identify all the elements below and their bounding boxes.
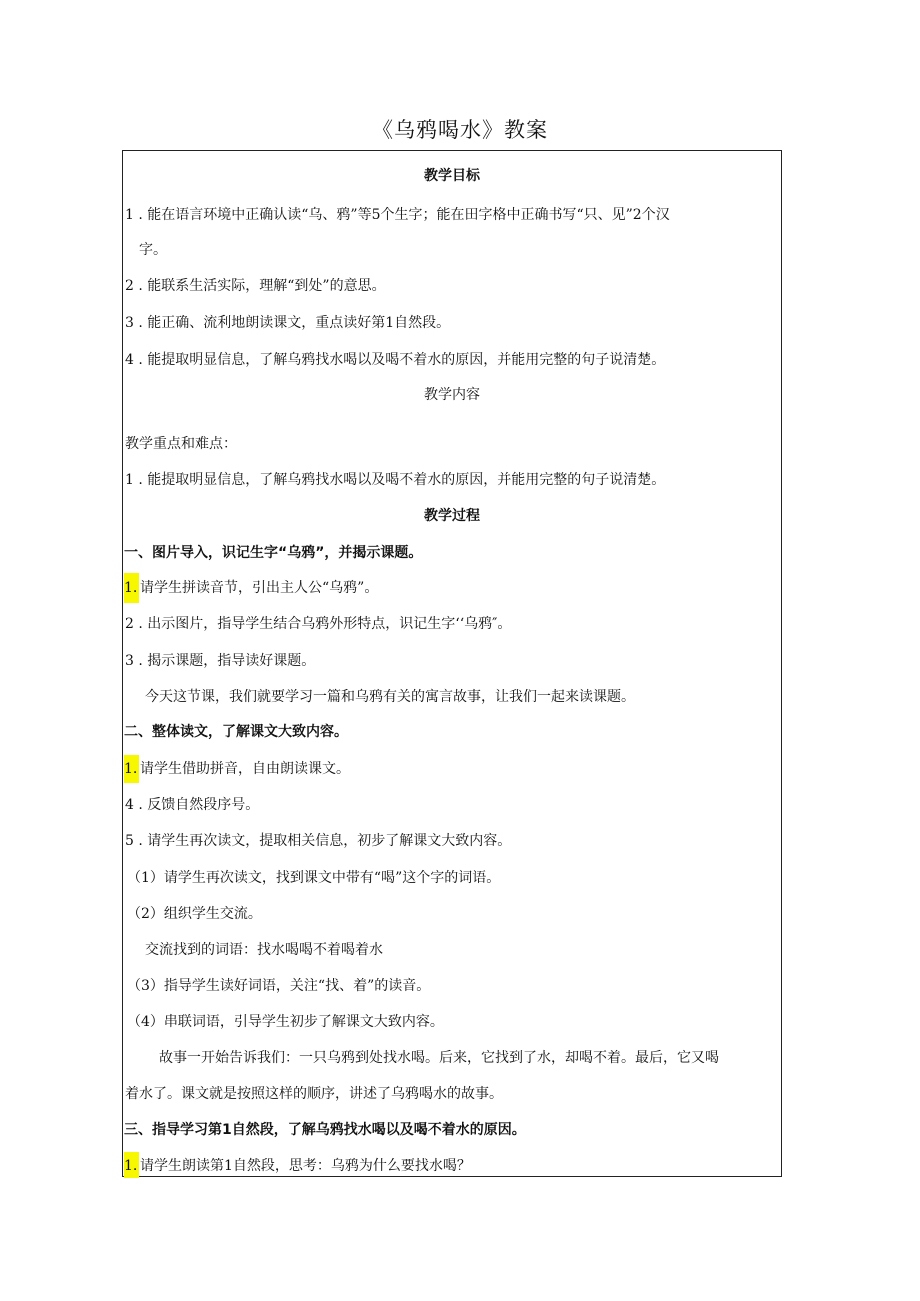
p2-story-line2: 着水了。课文就是按照这样的顺序，讲述了乌鸦喝水的故事。 [125, 1086, 503, 1102]
p2-item1-number: 1. [124, 761, 138, 777]
p1-item1: 请学生拼读音节，引出主人公“乌鸦”。 [140, 580, 379, 596]
content-heading: 教学内容 [424, 387, 480, 403]
p1-item1-number: 1. [124, 580, 138, 596]
p3-item1: 请学生朗读第1自然段，思考：乌鸦为什么要找水喝？ [140, 1158, 471, 1174]
p2-story-line1: 故事一开始告诉我们：一只乌鸦到处找水喝。后来，它找到了水，却喝不着。最后，它又喝 [159, 1050, 719, 1066]
p2-item5-2b: 交流找到的词语：找水喝喝不着喝着水 [145, 942, 383, 958]
goal-1a: 1 . 能在语言环境中正确认读“乌、鸦”等5个生字；能在田字格中正确书写“只、见”2个汉 [125, 207, 670, 223]
p2-item5-4: （4）串联词语，引导学生初步了解课文大致内容。 [127, 1014, 444, 1030]
p2-item5-2: （2）组织学生交流。 [127, 906, 262, 922]
p2-item4: 4 . 反馈自然段序号。 [125, 797, 260, 813]
p3-item1-number: 1. [124, 1158, 138, 1174]
p2-item5: 5 . 请学生再次读文，提取相关信息，初步了解课文大致内容。 [125, 833, 512, 849]
p2-item5-3: （3）指导学生读好词语，关注“找、着”的读音。 [127, 978, 431, 994]
p2-item5-1: （1）请学生再次读文，找到课文中带有“喝”这个字的词语。 [127, 870, 501, 886]
focus-label: 教学重点和难点： [125, 436, 237, 452]
document-title: 《乌鸦喝水》教案 [372, 118, 548, 142]
part2-heading: 二、整体读文，了解课文大致内容。 [124, 724, 348, 740]
goal-4: 4 . 能提取明显信息，了解乌鸦找水喝以及喝不着水的原因，并能用完整的句子说清楚。 [125, 352, 666, 368]
goal-1b: 字。 [139, 242, 167, 258]
focus-1: 1 . 能提取明显信息，了解乌鸦找水喝以及喝不着水的原因，并能用完整的句子说清楚。 [125, 472, 666, 488]
p2-item1: 请学生借助拼音，自由朗读课文。 [140, 761, 350, 777]
part1-heading: 一、图片导入，识记生字“乌鸦”，并揭示课题。 [124, 545, 423, 561]
p1-item4: 今天这节课，我们就要学习一篇和乌鸦有关的寓言故事，让我们一起来读课题。 [145, 689, 635, 705]
goals-heading: 教学目标 [424, 168, 480, 184]
goal-3: 3 . 能正确、流利地朗读课文，重点读好第1自然段。 [125, 315, 451, 331]
p1-item3: 3 . 揭示课题，指导读好课题。 [125, 653, 316, 669]
part3-heading: 三、指导学习第1自然段，了解乌鸦找水喝以及喝不着水的原因。 [124, 1122, 526, 1138]
goal-2: 2 . 能联系生活实际，理解“到处”的意思。 [125, 278, 386, 294]
process-heading: 教学过程 [424, 508, 480, 524]
p1-item2: 2 . 出示图片，指导学生结合乌鸦外形特点，识记生字‘‘乌鸦″。 [125, 616, 512, 632]
